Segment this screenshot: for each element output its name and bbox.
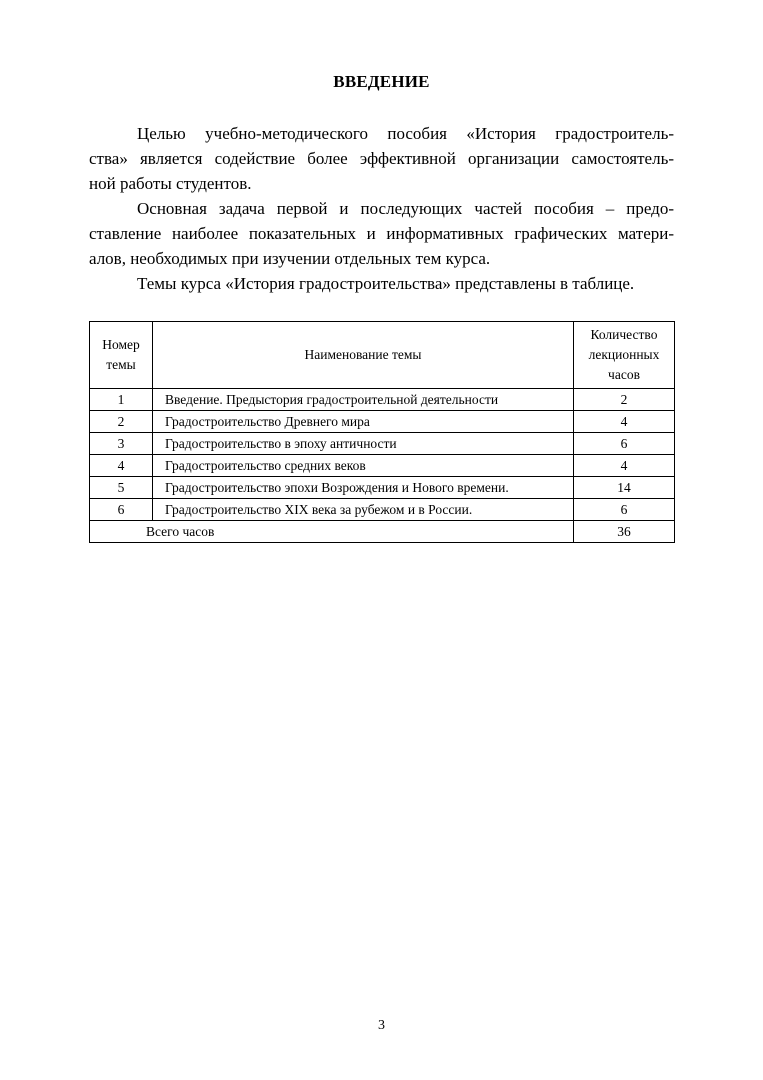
- intro-paragraph-task: [89, 196, 674, 271]
- table-row: [90, 411, 675, 433]
- paragraph-line: ставление наиболее показательных и информативных графических матери-: [89, 224, 674, 243]
- table-row: [90, 477, 675, 499]
- table-row: [90, 455, 675, 477]
- table-total-row: [90, 521, 675, 543]
- header-number: [90, 322, 153, 389]
- header-hours-line: лекционных: [588, 347, 660, 362]
- header-number-line: Номер: [102, 337, 140, 352]
- table-row: [90, 433, 675, 455]
- topic-number: 6: [90, 499, 153, 521]
- page-title: ВВЕДЕНИЕ: [333, 72, 430, 91]
- topic-hours: 4: [574, 411, 675, 433]
- topic-number: 5: [90, 477, 153, 499]
- course-topics-table: [89, 321, 675, 543]
- page-number: 3: [378, 1018, 385, 1033]
- header-number-line: темы: [106, 357, 136, 372]
- topic-hours: 6: [574, 499, 675, 521]
- topic-number: 3: [90, 433, 153, 455]
- paragraph-line: ства» является содействие более эффективной организации самостоятель-: [89, 149, 674, 168]
- header-hours: [574, 322, 675, 389]
- paragraph-line: Темы курса «История градостроительства» представлены в таблице.: [137, 274, 635, 293]
- topic-number: 4: [90, 455, 153, 477]
- topic-hours: 2: [574, 389, 675, 411]
- paragraph-line: алов, необходимых при изучении отдельных тем курса.: [89, 249, 491, 268]
- total-label: Всего часов: [90, 521, 574, 543]
- table-row: [90, 389, 675, 411]
- topic-name: Градостроительство средних веков: [153, 455, 574, 477]
- topic-hours: 6: [574, 433, 675, 455]
- paragraph-line: Целью учебно-методического пособия «История градостроитель-: [137, 124, 674, 143]
- topic-name: Градостроительство эпохи Возрождения и Нового времени.: [153, 477, 574, 499]
- intro-paragraph-purpose: [89, 121, 674, 196]
- topic-name: Введение. Предыстория градостроительной деятельности: [153, 389, 574, 411]
- header-name: Наименование темы: [153, 322, 574, 389]
- topic-number: 2: [90, 411, 153, 433]
- intro-paragraph-topics: [89, 271, 674, 296]
- table-header-row: [90, 322, 675, 389]
- total-hours: 36: [574, 521, 675, 543]
- paragraph-line: ной работы студентов.: [89, 174, 252, 193]
- topic-name: Градостроительство в эпоху античности: [153, 433, 574, 455]
- topic-hours: 14: [574, 477, 675, 499]
- topic-number: 1: [90, 389, 153, 411]
- paragraph-line: Основная задача первой и последующих частей пособия – предо-: [137, 199, 674, 218]
- topic-name: Градостроительство Древнего мира: [153, 411, 574, 433]
- topic-hours: 4: [574, 455, 675, 477]
- header-hours-line: Количество: [590, 327, 658, 342]
- topic-name: Градостроительство XIX века за рубежом и в России.: [153, 499, 574, 521]
- table-row: [90, 499, 675, 521]
- header-hours-line: часов: [608, 367, 640, 382]
